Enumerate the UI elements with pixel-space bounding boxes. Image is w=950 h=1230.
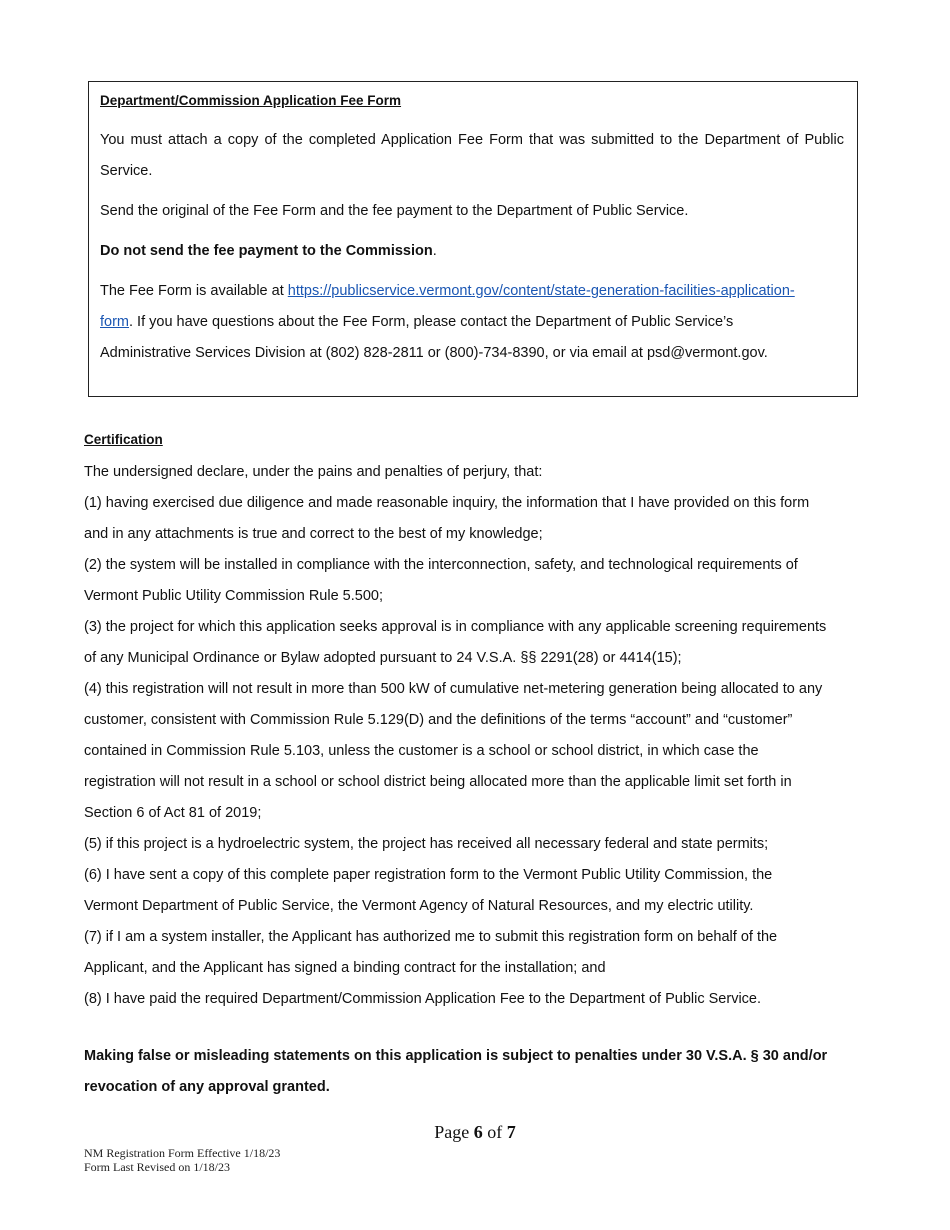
page-number	[0, 1122, 950, 1143]
fee-para1-line2: Service.	[100, 163, 153, 179]
fee-form-link[interactable]: https://publicservice.vermont.gov/content/state-generation-facilities-application-	[287, 283, 795, 299]
footer-effective-note: NM Registration Form Effective 1/18/23	[84, 1146, 281, 1160]
certification-heading: Certification	[84, 432, 163, 447]
certification-line: registration will not result in a school or school district being allocated more than the applicable limit set forth in	[84, 774, 792, 790]
certification-line: (5) if this project is a hydroelectric system, the project has received all necessary federal and state permits;	[84, 836, 769, 852]
page-mid: of	[482, 1122, 507, 1142]
certification-line: (7) if I am a system installer, the Applicant has authorized me to submit this registration form on behalf of the	[84, 929, 778, 945]
certification-line: (1) having exercised due diligence and made reasonable inquiry, the information that I have provided on this form	[84, 495, 810, 511]
page-current: 6	[473, 1122, 483, 1142]
fee-para3	[100, 236, 437, 267]
footer-revised-note: Form Last Revised on 1/18/23	[84, 1160, 230, 1174]
fee-para1-line1: You must attach a copy of the completed Application Fee Form that was submitted to the Department of Public	[100, 132, 844, 148]
certification-line: Section 6 of Act 81 of 2019;	[84, 805, 262, 821]
fee-para3-end: .	[432, 243, 437, 259]
certification-line: (4) this registration will not result in more than 500 kW of cumulative net-metering generation being allocated to any	[84, 681, 823, 697]
page-prefix: Page	[434, 1122, 474, 1142]
fee-para4-line2-rest: . If you have questions about the Fee Form, please contact the Department of Public Service’s	[129, 314, 734, 330]
certification-line: (6) I have sent a copy of this complete paper registration form to the Vermont Public Utility Commission, the	[84, 867, 773, 883]
certification-line: (2) the system will be installed in compliance with the interconnection, safety, and technological requirements of	[84, 557, 798, 573]
fee-para3-bold: Do not send the fee payment to the Commission	[100, 243, 433, 259]
fee-para2: Send the original of the Fee Form and the fee payment to the Department of Public Service.	[100, 203, 689, 219]
fee-form-link-continued[interactable]: form	[100, 314, 129, 330]
warning-line2: revocation of any approval granted.	[84, 1079, 330, 1095]
warning-line1: Making false or misleading statements on this application is subject to penalties under 30 V.S.A. § 30 and/or	[84, 1048, 828, 1064]
certification-line: of any Municipal Ordinance or Bylaw adopted pursuant to 24 V.S.A. §§ 2291(28) or 4414(15);	[84, 650, 682, 666]
certification-line: Vermont Department of Public Service, the Vermont Agency of Natural Resources, and my electric utility.	[84, 898, 754, 914]
certification-line: (8) I have paid the required Department/Commission Application Fee to the Department of Public Service.	[84, 991, 762, 1007]
fee-para4-prefix: The Fee Form is available at	[100, 283, 288, 299]
certification-line: (3) the project for which this application seeks approval is in compliance with any applicable screening requirements	[84, 619, 827, 635]
fee-para4-line2	[100, 307, 733, 338]
fee-form-heading: Department/Commission Application Fee Form	[100, 93, 402, 108]
fee-para4-line1	[100, 276, 844, 307]
certification-intro: The undersigned declare, under the pains and penalties of perjury, that:	[84, 464, 543, 480]
certification-line: Vermont Public Utility Commission Rule 5.500;	[84, 588, 383, 604]
certification-line: customer, consistent with Commission Rule 5.129(D) and the definitions of the terms “account” and “customer”	[84, 712, 793, 728]
certification-line: Applicant, and the Applicant has signed a binding contract for the installation; and	[84, 960, 606, 976]
certification-line: contained in Commission Rule 5.103, unless the customer is a school or school district, in which case the	[84, 743, 759, 759]
certification-line: and in any attachments is true and correct to the best of my knowledge;	[84, 526, 543, 542]
fee-para4-line3: Administrative Services Division at (802) 828-2811 or (800)-734-8390, or via email at psd@vermont.gov.	[100, 345, 768, 361]
page-total: 7	[506, 1122, 516, 1142]
